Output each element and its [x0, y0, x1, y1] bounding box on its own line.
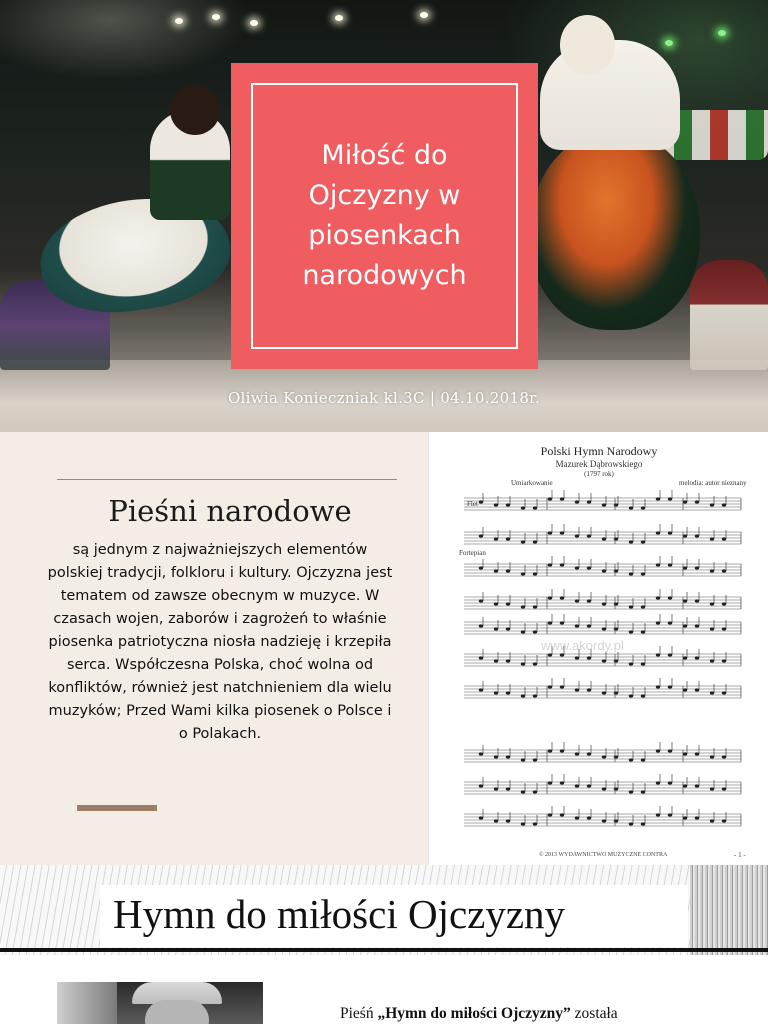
- hymn-intro-prefix: Pieśń: [340, 1005, 378, 1022]
- music-note: [548, 781, 552, 784]
- music-note: [575, 784, 579, 787]
- music-note: [629, 572, 633, 575]
- music-note: [683, 566, 687, 569]
- staff: [464, 490, 741, 510]
- music-note: [560, 781, 564, 784]
- music-note: [506, 602, 510, 605]
- music-note: [494, 659, 498, 662]
- music-note: [506, 503, 510, 506]
- hymn-intro-text: [340, 1005, 618, 1023]
- music-note: [710, 602, 714, 605]
- music-note: [494, 569, 498, 572]
- music-note: [629, 822, 633, 825]
- music-note: [656, 749, 660, 752]
- music-note: [575, 688, 579, 691]
- music-note: [629, 630, 633, 633]
- music-note: [683, 752, 687, 755]
- music-note: [614, 627, 618, 630]
- music-note: [521, 572, 525, 575]
- music-note: [602, 819, 606, 822]
- music-note: [479, 752, 483, 755]
- music-note: [494, 503, 498, 506]
- music-note: [614, 602, 618, 605]
- music-note: [614, 755, 618, 758]
- music-note: [668, 781, 672, 784]
- music-note: [656, 621, 660, 624]
- music-note: [494, 787, 498, 790]
- music-note: [548, 813, 552, 816]
- music-note: [521, 662, 525, 665]
- staff: [464, 678, 741, 698]
- music-note: [548, 596, 552, 599]
- music-note: [656, 781, 660, 784]
- music-note: [494, 691, 498, 694]
- music-note: [575, 534, 579, 537]
- music-note: [560, 685, 564, 688]
- author-line: Oliwia Konieczniak kl.3C | 04.10.2018r.: [227, 389, 541, 407]
- music-note: [587, 752, 591, 755]
- music-note: [614, 569, 618, 572]
- music-note: [683, 534, 687, 537]
- music-note: [521, 506, 525, 509]
- music-note: [533, 506, 537, 509]
- stage-light: [250, 20, 258, 26]
- music-note: [668, 653, 672, 656]
- music-note: [560, 596, 564, 599]
- music-note: [641, 540, 645, 543]
- music-note: [641, 662, 645, 665]
- music-note: [548, 653, 552, 656]
- music-note: [575, 752, 579, 755]
- music-note: [575, 599, 579, 602]
- music-note: [560, 531, 564, 534]
- music-note: [683, 688, 687, 691]
- music-note: [710, 659, 714, 662]
- music-note: [575, 656, 579, 659]
- music-note: [494, 819, 498, 822]
- music-note: [695, 656, 699, 659]
- music-note: [614, 659, 618, 662]
- music-note: [587, 566, 591, 569]
- music-note: [506, 787, 510, 790]
- music-note: [533, 630, 537, 633]
- music-note: [587, 656, 591, 659]
- title-card: [231, 63, 538, 369]
- music-note: [575, 624, 579, 627]
- music-note: [494, 602, 498, 605]
- music-note: [710, 503, 714, 506]
- music-note: [479, 656, 483, 659]
- music-note: [560, 563, 564, 566]
- page-number: - 1 -: [734, 851, 746, 859]
- music-note: [722, 503, 726, 506]
- music-note: [614, 503, 618, 506]
- music-note: [548, 531, 552, 534]
- music-note: [695, 500, 699, 503]
- music-note: [695, 688, 699, 691]
- music-note: [722, 787, 726, 790]
- music-note: [506, 691, 510, 694]
- watermark: www.akordy.pl: [541, 638, 624, 653]
- melody-note: melodia: autor nieznany: [679, 479, 747, 487]
- music-note: [710, 787, 714, 790]
- music-note: [668, 596, 672, 599]
- music-note: [602, 537, 606, 540]
- background-dancers-right: [690, 260, 768, 370]
- music-note: [548, 497, 552, 500]
- music-note: [602, 659, 606, 662]
- music-note: [683, 656, 687, 659]
- section-heading: Pieśni narodowe: [108, 494, 352, 528]
- music-note: [521, 694, 525, 697]
- music-note: [641, 630, 645, 633]
- music-note: [602, 755, 606, 758]
- staff: [464, 806, 741, 826]
- stage-light: [718, 30, 726, 36]
- title-frame: [251, 83, 518, 349]
- music-note: [548, 621, 552, 624]
- score-subtitle: Mazurek Dąbrowskiego: [555, 459, 643, 469]
- music-note: [722, 659, 726, 662]
- section-body: są jednym z najważniejszych elementów polskiej tradycji, folkloru i kultury. Ojczyzna jest tematem od zawsze obecnym w muzyce. W czasach wojen, zaborów i zagrożeń to właśnie piosenka patriotyczna niosła nadzieję i krzepiła serca. Współczesna Polska, choć wolna od konfliktów, również jest natchnieniem dla wielu muzyków; Przed Wami kilka piosenek o Polsce i o Polakach.: [47, 542, 393, 742]
- music-note: [602, 569, 606, 572]
- dancer-head-right: [560, 15, 615, 75]
- stage-light: [175, 18, 183, 24]
- music-note: [710, 569, 714, 572]
- music-note: [629, 758, 633, 761]
- staff: [464, 742, 741, 762]
- score-year: (1797 rok): [584, 470, 614, 478]
- music-note: [722, 602, 726, 605]
- accent-bar: [77, 805, 157, 811]
- music-note: [602, 691, 606, 694]
- music-note: [602, 787, 606, 790]
- dancer-head-left: [170, 85, 220, 135]
- music-note: [614, 787, 618, 790]
- music-note: [656, 596, 660, 599]
- music-note: [629, 540, 633, 543]
- music-note: [479, 500, 483, 503]
- music-note: [683, 784, 687, 787]
- music-note: [656, 813, 660, 816]
- music-note: [479, 534, 483, 537]
- music-note: [521, 540, 525, 543]
- music-note: [629, 506, 633, 509]
- stage-light: [420, 12, 428, 18]
- hero-banner: [0, 0, 768, 432]
- music-note: [494, 627, 498, 630]
- music-note: [656, 653, 660, 656]
- music-note: [533, 572, 537, 575]
- music-note: [656, 531, 660, 534]
- music-note: [587, 816, 591, 819]
- music-note: [629, 605, 633, 608]
- music-note: [695, 624, 699, 627]
- music-note: [668, 563, 672, 566]
- music-note: [641, 694, 645, 697]
- music-note: [641, 506, 645, 509]
- music-note: [695, 566, 699, 569]
- music-note: [479, 599, 483, 602]
- music-note: [641, 822, 645, 825]
- music-note: [533, 540, 537, 543]
- music-note: [656, 563, 660, 566]
- music-note: [521, 605, 525, 608]
- instrument-label-flute: Flet: [467, 500, 478, 508]
- music-note: [722, 627, 726, 630]
- music-note: [575, 816, 579, 819]
- music-note: [587, 688, 591, 691]
- hymn-intro-suffix: została: [570, 1005, 618, 1022]
- music-note: [506, 659, 510, 662]
- music-note: [548, 685, 552, 688]
- music-note: [533, 694, 537, 697]
- music-note: [641, 758, 645, 761]
- music-note: [560, 653, 564, 656]
- music-note: [629, 790, 633, 793]
- music-note: [587, 534, 591, 537]
- stage-light: [665, 40, 673, 46]
- music-note: [641, 572, 645, 575]
- music-note: [479, 816, 483, 819]
- music-note: [722, 819, 726, 822]
- copyright-note: © 2013 WYDAWNICTWO MUZYCZNE CONTRA: [539, 852, 668, 858]
- staff: [464, 524, 741, 544]
- music-note: [668, 531, 672, 534]
- music-note: [710, 819, 714, 822]
- intro-panel: [0, 432, 428, 865]
- music-note: [602, 503, 606, 506]
- music-note: [668, 685, 672, 688]
- music-note: [695, 816, 699, 819]
- music-note: [683, 624, 687, 627]
- music-note: [560, 497, 564, 500]
- music-note: [656, 685, 660, 688]
- music-note: [548, 749, 552, 752]
- stage-light: [335, 15, 343, 21]
- music-note: [533, 605, 537, 608]
- portrait-photo: [57, 982, 263, 1024]
- music-note: [560, 749, 564, 752]
- music-note: [506, 537, 510, 540]
- music-note: [683, 599, 687, 602]
- music-note: [722, 569, 726, 572]
- music-note: [521, 790, 525, 793]
- divider-line: [57, 479, 397, 480]
- music-note: [722, 537, 726, 540]
- music-note: [587, 599, 591, 602]
- music-note: [506, 569, 510, 572]
- staff: [464, 774, 741, 794]
- music-note: [587, 624, 591, 627]
- music-note: [506, 819, 510, 822]
- music-note: [629, 694, 633, 697]
- tempo-note: Umiarkowanie: [511, 479, 553, 487]
- music-note: [683, 500, 687, 503]
- photo-face: [145, 1000, 209, 1024]
- music-note: [494, 537, 498, 540]
- music-note: [479, 566, 483, 569]
- music-note: [695, 784, 699, 787]
- hymn-band-texture: [690, 865, 768, 955]
- music-note: [668, 497, 672, 500]
- music-note: [521, 822, 525, 825]
- music-note: [602, 627, 606, 630]
- music-note: [533, 822, 537, 825]
- music-note: [710, 537, 714, 540]
- instrument-label-piano: Fortepian: [459, 549, 486, 557]
- music-note: [479, 688, 483, 691]
- music-note: [575, 500, 579, 503]
- music-note: [614, 819, 618, 822]
- music-note: [695, 599, 699, 602]
- music-note: [533, 662, 537, 665]
- music-note: [479, 784, 483, 787]
- music-note: [587, 500, 591, 503]
- music-note: [668, 749, 672, 752]
- music-note: [695, 534, 699, 537]
- music-note: [683, 816, 687, 819]
- hymn-title: Hymn do miłości Ojczyzny: [113, 891, 566, 937]
- music-note: [560, 621, 564, 624]
- music-note: [722, 755, 726, 758]
- music-note: [641, 605, 645, 608]
- hymn-underline: [0, 948, 768, 952]
- music-note: [587, 784, 591, 787]
- music-note: [614, 537, 618, 540]
- staff: [464, 589, 741, 609]
- hymn-intro-bold: „Hymn do miłości Ojczyzny”: [377, 1005, 571, 1022]
- music-note: [506, 627, 510, 630]
- music-note: [479, 624, 483, 627]
- page-title: Miłość do Ojczyzny w piosenkach narodowych: [302, 140, 467, 291]
- music-note: [602, 602, 606, 605]
- stage-light: [212, 14, 220, 20]
- music-note: [506, 755, 510, 758]
- music-note: [668, 621, 672, 624]
- music-note: [710, 627, 714, 630]
- dancer-skirt-right: [530, 130, 700, 330]
- sheet-music-image: [428, 432, 768, 865]
- music-note: [614, 691, 618, 694]
- music-note: [575, 566, 579, 569]
- music-note: [710, 691, 714, 694]
- music-note: [521, 758, 525, 761]
- music-note: [560, 813, 564, 816]
- music-note: [695, 752, 699, 755]
- music-note: [533, 790, 537, 793]
- score-title: Polski Hymn Narodowy: [540, 444, 658, 458]
- music-note: [629, 662, 633, 665]
- music-note: [533, 758, 537, 761]
- music-note: [710, 755, 714, 758]
- staff: [464, 556, 741, 576]
- photo-background: [57, 982, 117, 1024]
- music-note: [494, 755, 498, 758]
- music-note: [641, 790, 645, 793]
- music-note: [668, 813, 672, 816]
- music-note: [722, 691, 726, 694]
- music-note: [656, 497, 660, 500]
- staff: [464, 614, 741, 634]
- music-note: [548, 563, 552, 566]
- music-note: [521, 630, 525, 633]
